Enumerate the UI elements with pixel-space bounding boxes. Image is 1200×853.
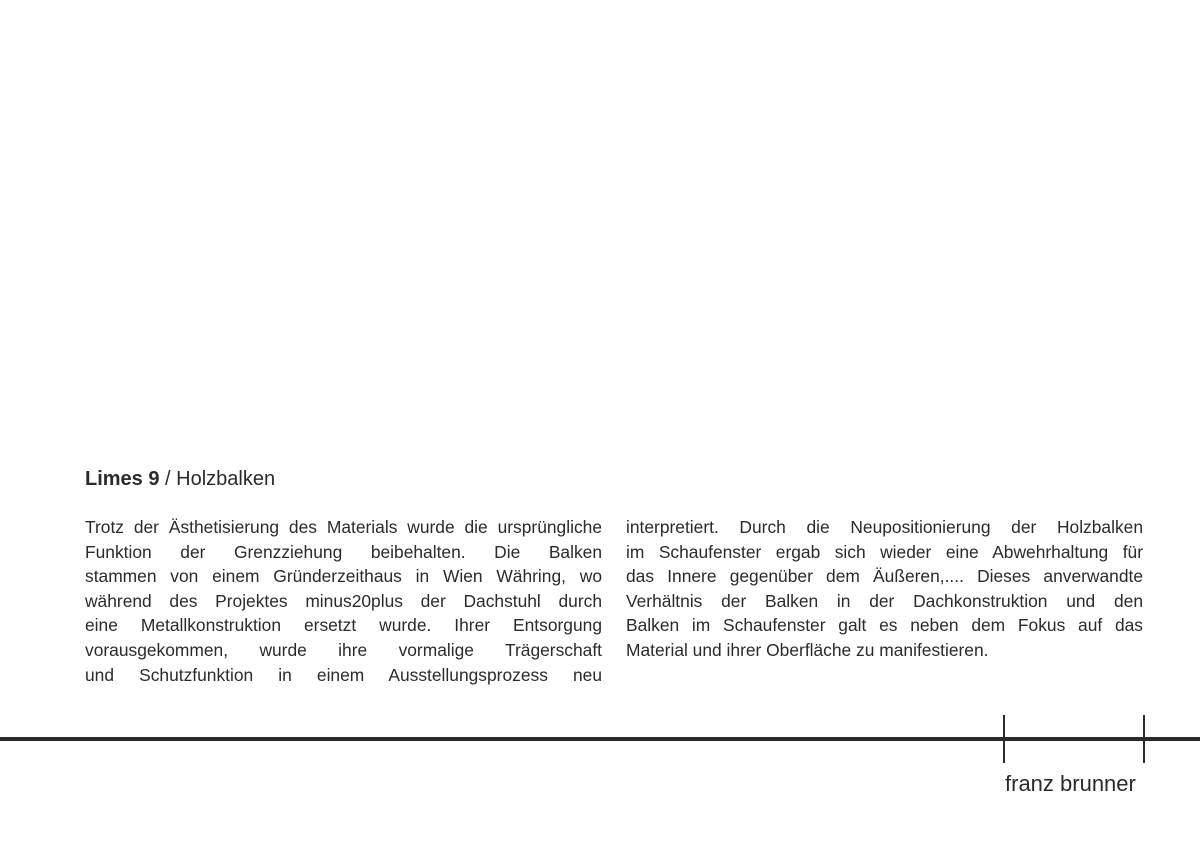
text-line: Verhältnis der Balken in der Dachkonstruktion und den <box>626 590 1143 611</box>
text-line: das Innere gegenüber dem Äußeren,.... Dieses anverwandte <box>626 566 1143 587</box>
heading-separator: / <box>159 468 177 490</box>
text-line: und Schutzfunktion in einem Ausstellungsprozess neu <box>85 664 602 685</box>
text-line: vorausgekommen, wurde ihre vormalige Trägerschaft <box>85 639 602 660</box>
heading-title: Limes 9 <box>85 468 160 490</box>
text-column-left <box>85 515 602 687</box>
text-line: stammen von einem Gründerzeithaus in Wien Währing, wo <box>85 566 602 587</box>
text-column-right <box>626 515 1143 663</box>
text-line-last: Material und ihrer Oberfläche zu manifestieren. <box>626 639 989 660</box>
text-line: Trotz der Ästhetisierung des Materials wurde die ursprüngliche <box>85 517 602 537</box>
text-line: Balken im Schaufenster galt es neben dem Fokus auf das <box>626 615 1143 636</box>
text-line: im Schaufenster ergab sich wieder eine Abwehrhaltung für <box>626 541 1143 562</box>
heading-subtitle: Holzbalken <box>176 468 276 490</box>
page-heading <box>85 466 275 492</box>
footer-tick-right <box>1143 715 1145 763</box>
text-line: Funktion der Grenzziehung beibehalten. Die Balken <box>85 541 602 562</box>
text-line: interpretiert. Durch die Neupositionierung der Holzbalken <box>626 517 1143 537</box>
footer-tick-left <box>1003 715 1005 763</box>
footer-rule <box>0 737 1200 741</box>
author-name: franz brunner <box>1005 771 1136 796</box>
text-line: eine Metallkonstruktion ersetzt wurde. Ihrer Entsorgung <box>85 615 602 636</box>
text-line: während des Projektes minus20plus der Dachstuhl durch <box>85 590 602 611</box>
